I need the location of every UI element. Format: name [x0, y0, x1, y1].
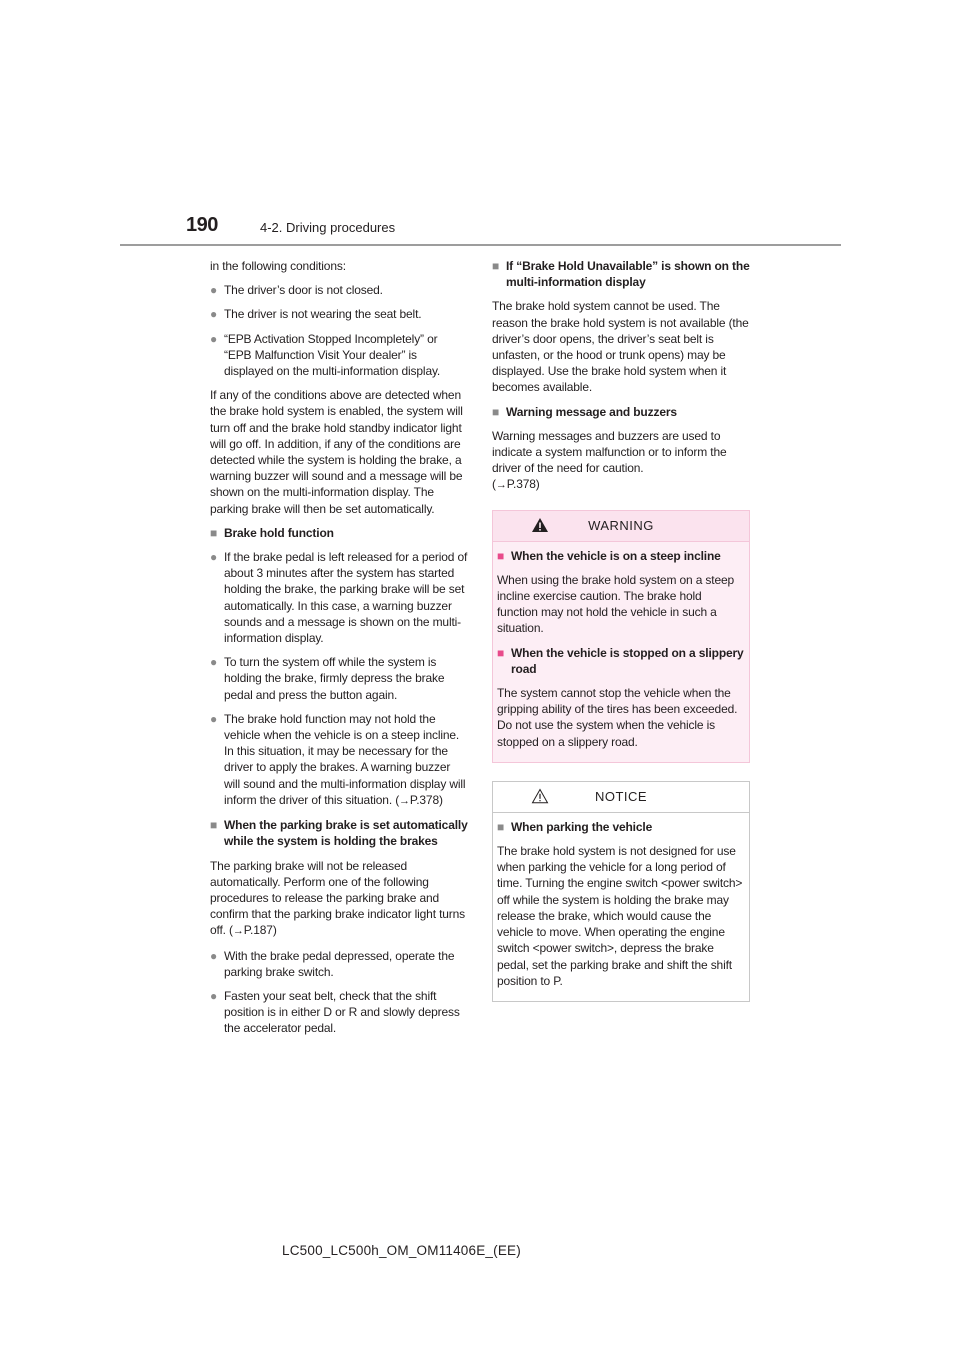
bullet-icon: ● — [210, 331, 218, 346]
warning-triangle-icon — [531, 517, 549, 533]
warning-item-text: The system cannot stop the vehicle when the gripping ability of the tires has been exceeded. Do not use the system when the vehicle is stopped on a slippery road. — [497, 686, 738, 749]
intro-text: in the following conditions: — [210, 259, 346, 273]
square-bullet-icon: ■ — [492, 404, 500, 419]
list-item: ● To turn the system off while the system is holding the brake, firmly depress the brake pedal and press the button again. — [210, 655, 445, 702]
page-reference-link[interactable]: P.378 — [409, 792, 439, 807]
warning-message-paragraph: Warning messages and buzzers are used to indicate a system malfunction or to inform the driver of the need for caution. (→P.378) — [492, 428, 727, 492]
square-bullet-icon: ■ — [210, 818, 218, 833]
left-column — [210, 258, 468, 1045]
list-item: ● The driver’s door is not closed. — [210, 283, 383, 298]
list-item: ● The brake hold function may not hold the vehicle when the vehicle is on a steep incline. In this situation, it may be necessary for the driver to apply the brakes. A warning buzzer will sound and the multi-information display will inform the driver of this situation. (→P.378) — [210, 711, 466, 807]
brake-hold-heading: ■ Brake hold function — [210, 525, 334, 540]
auto-set-paragraph: The parking brake will not be released automatically. Perform one of the following procedures to release the parking brake and confirm that the parking brake indicator light turns off. (→P.187) — [210, 858, 465, 938]
square-bullet-icon: ■ — [497, 819, 505, 834]
square-bullet-icon: ■ — [497, 645, 505, 660]
conditions-paragraph: If any of the conditions above are detected when the brake hold system is enabled, the system will turn off and the brake hold standby indicator light will go off. In addition, if any of the conditions are detected while the system is holding the brake, a warning buzzer will sound and a message will be shown on the multi-information display. The parking brake will then be set automatically. — [210, 388, 463, 516]
auto-set-heading: ■ When the parking brake is set automatically while the system is holding the brakes — [210, 818, 468, 849]
list-item: ● With the brake pedal depressed, operate the parking brake switch. — [210, 948, 455, 979]
list-item: ● Fasten your seat belt, check that the shift position is in either D or R and slowly depress the accelerator pedal. — [210, 988, 460, 1036]
right-column — [492, 258, 750, 1020]
bullet-icon: ● — [210, 283, 218, 298]
arrow-right-icon: → — [495, 479, 507, 492]
square-bullet-icon: ■ — [492, 259, 500, 273]
list-item: ● The driver is not wearing the seat belt. — [210, 307, 422, 322]
section-title: 4-2. Driving procedures — [260, 220, 396, 235]
bullet-icon: ● — [210, 307, 218, 322]
page-reference-link[interactable]: P.378 — [506, 477, 536, 492]
notice-box-body — [493, 813, 749, 1001]
warning-box-body — [493, 542, 749, 762]
notice-text: The brake hold system is not designed for use when parking the vehicle for a long period of time. Turning the engine switch <power switch> off while the system is holding the brake may release the brake, which would cause the vehicle to move. When operating the engine switch <power switch>, depress the brake pedal, set the parking brake and shift the shift position to P. — [497, 844, 743, 988]
notice-box — [492, 781, 750, 1002]
warning-message-heading: ■ Warning message and buzzers — [492, 404, 677, 419]
warning-item-heading: ■ When the vehicle is stopped on a slippery road — [497, 645, 744, 676]
warning-item-text: When using the brake hold system on a steep incline exercise caution. The brake hold function may not hold the vehicle in such a situation. — [497, 572, 735, 636]
document-code: LC500_LC500h_OM_OM11406E_(EE) — [282, 1243, 521, 1258]
notice-box-header — [493, 782, 749, 813]
bullet-icon: ● — [210, 948, 218, 963]
warning-box-title: WARNING — [588, 517, 654, 533]
list-item: ● “EPB Activation Stopped Incompletely” or “EPB Malfunction Visit Your dealer” is displayed on the multi-information display. — [210, 331, 441, 379]
bullet-icon: ● — [210, 988, 218, 1003]
square-bullet-icon: ■ — [210, 525, 218, 540]
arrow-right-icon: → — [232, 925, 244, 938]
square-bullet-icon: ■ — [497, 548, 505, 563]
caution-triangle-icon — [531, 788, 549, 804]
bullet-icon: ● — [210, 655, 218, 670]
page-reference-link[interactable]: P.187 — [243, 923, 273, 938]
unavailable-heading: ■ If “Brake Hold Unavailable” is shown on the multi-information display — [492, 259, 750, 290]
bullet-icon: ● — [210, 550, 218, 565]
warning-box — [492, 510, 750, 763]
page-number: 190 — [186, 214, 218, 236]
bullet-icon: ● — [210, 711, 218, 726]
notice-box-title: NOTICE — [594, 788, 648, 804]
warning-box-header — [493, 511, 749, 542]
unavailable-paragraph: The brake hold system cannot be used. The reason the brake hold system is not available (the driver’s door opens, the driver’s seat belt is unfasten, or the hood or trunk opens) may be displayed. Use the brake hold system when it becomes available. — [492, 299, 749, 395]
warning-item-heading: ■ When the vehicle is on a steep incline — [497, 548, 721, 563]
arrow-right-icon: → — [399, 794, 410, 807]
header-rule — [120, 244, 841, 246]
notice-heading: ■ When parking the vehicle — [497, 819, 653, 834]
list-item: ● If the brake pedal is left released for a period of about 3 minutes after the system has started holding the brake, the parking brake will be set automatically. In this case, a warning buzzer sounds and a message is shown on the multi-information display. — [210, 550, 468, 646]
